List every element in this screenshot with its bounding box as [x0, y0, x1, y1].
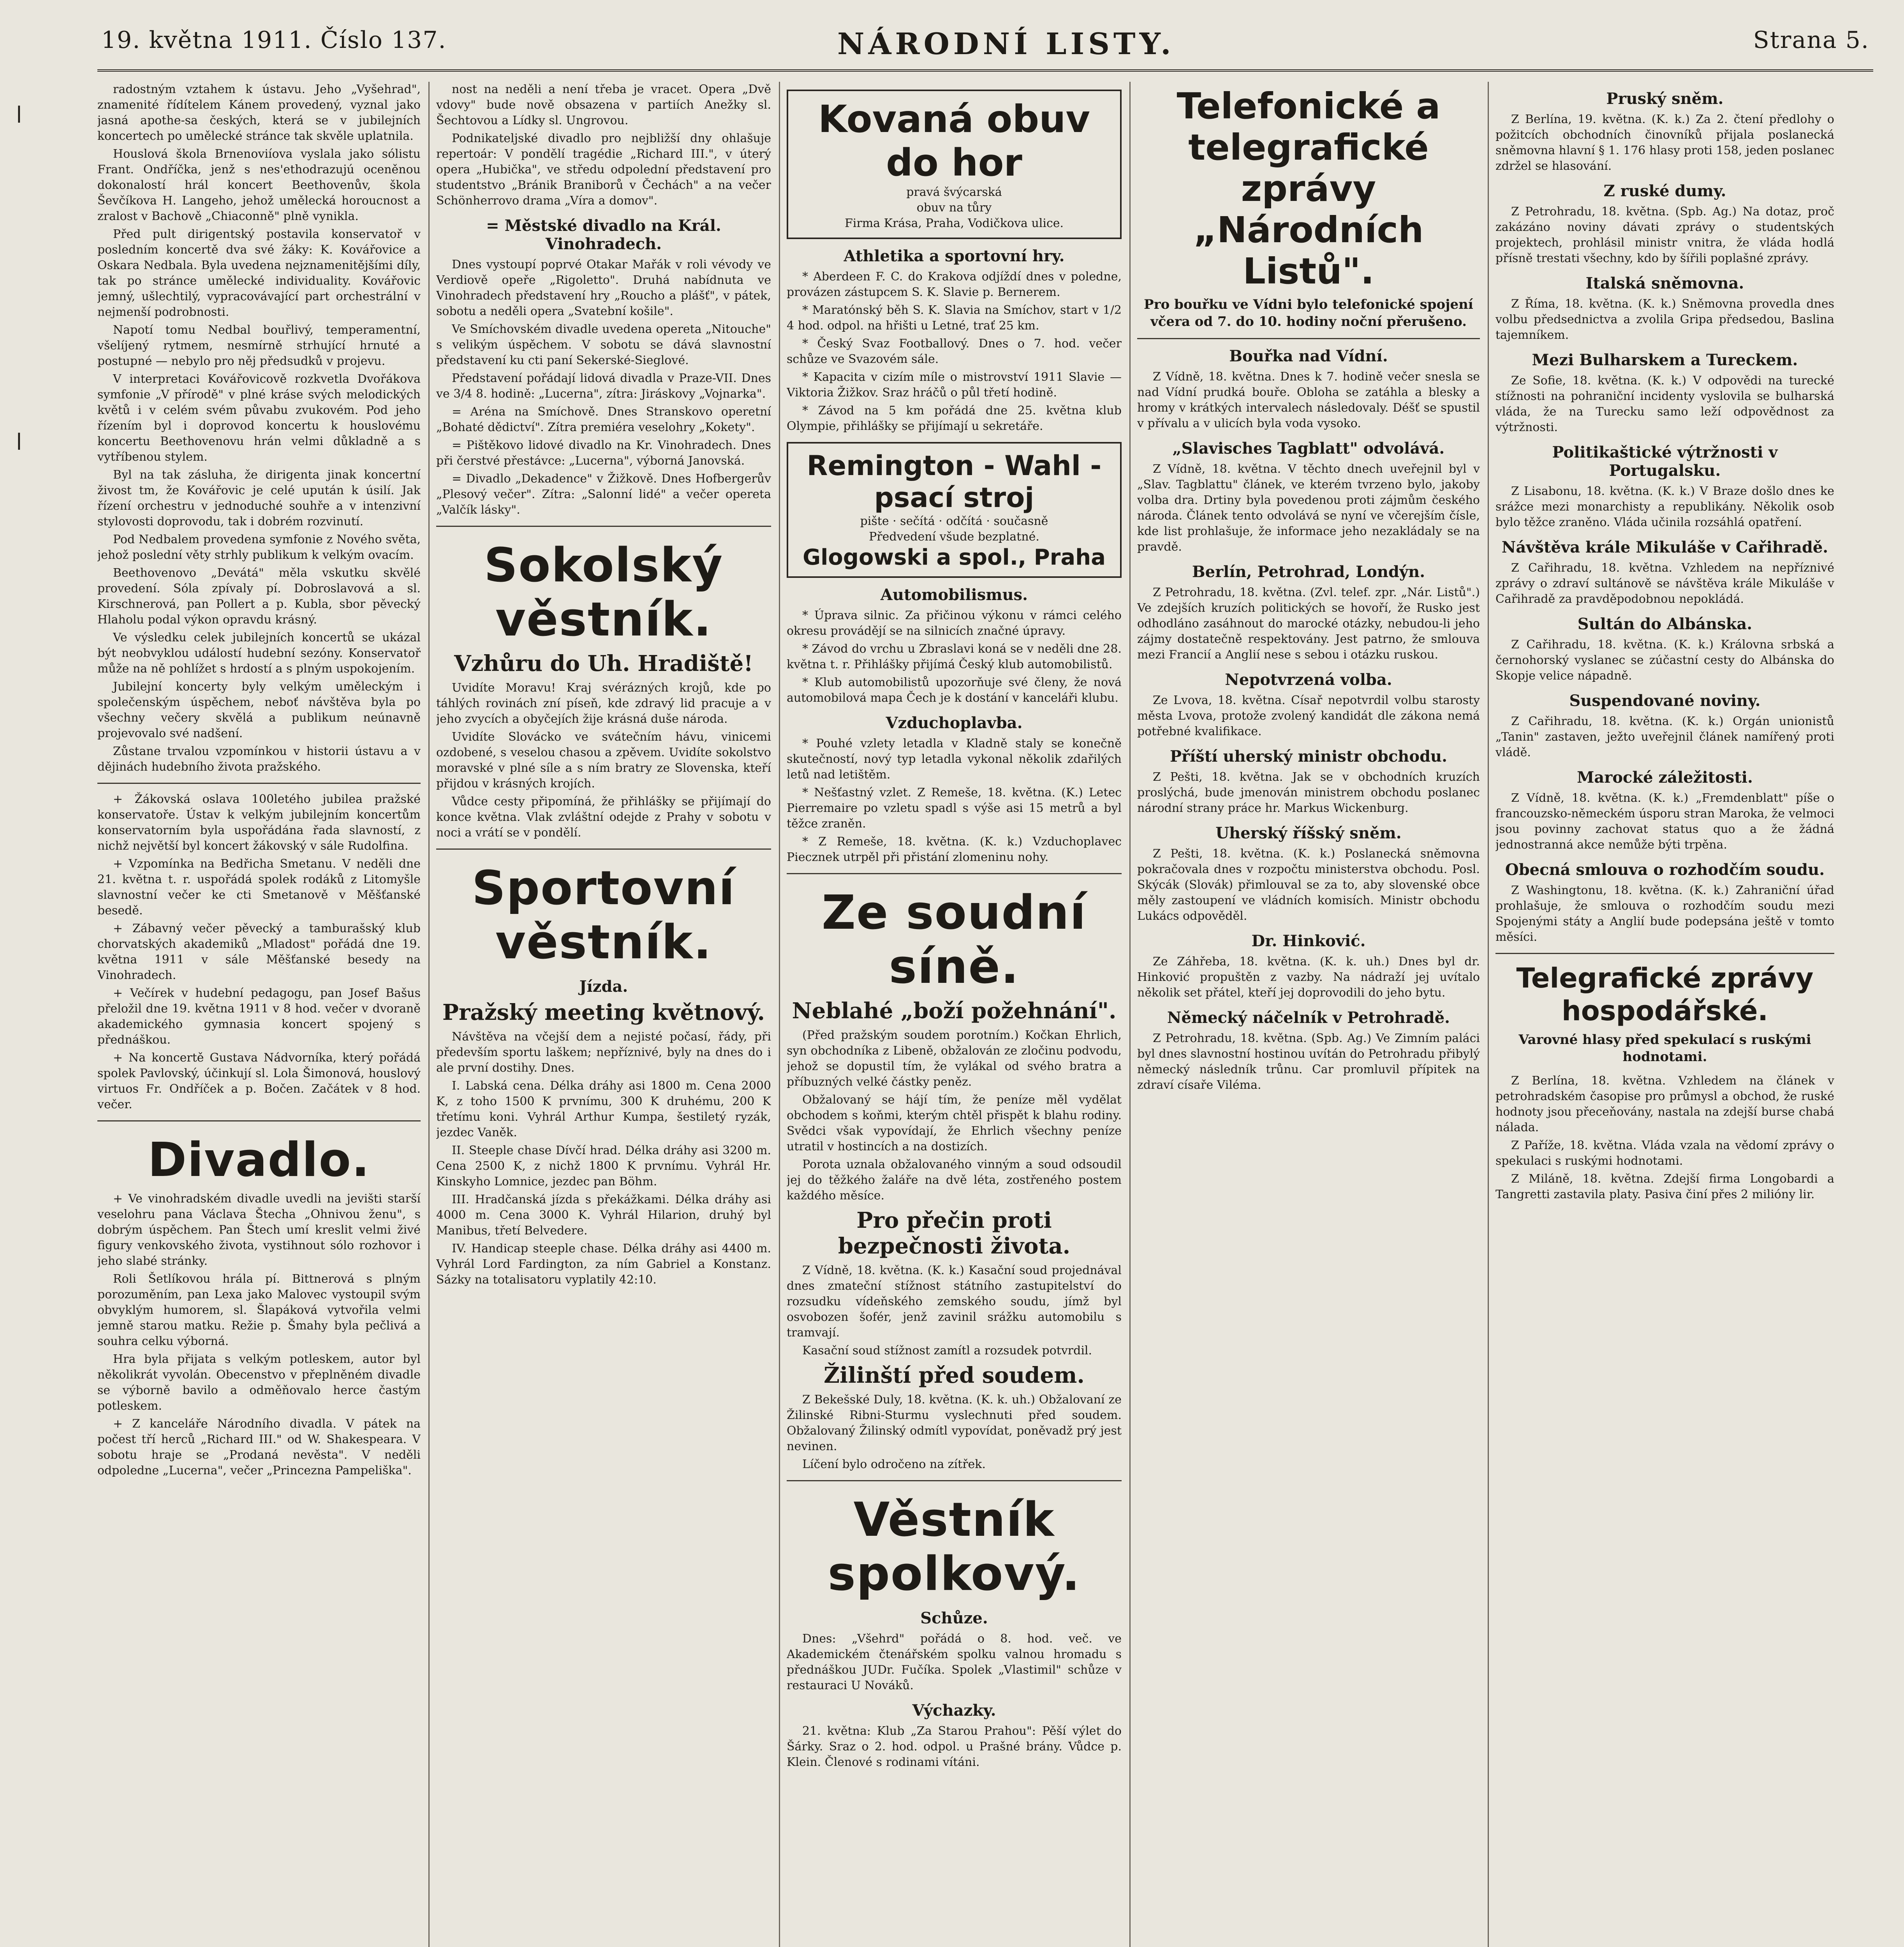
column-1 [97, 82, 421, 1947]
news-text: Z Cařihradu, 18. května. (K. k.) Orgán unionistů „Tanin" zastaven, ježto uveřejnil článek namířený proti vládě. [1495, 715, 1834, 759]
article-paragraph: * Z Remeše, 18. května. (K. k.) Vzduchoplavec Piecznek utrpěl při přistání zlomeninu nohy. [787, 835, 1122, 864]
article-paragraph: Představení pořádají lidová divadla v Praze-VII. Dnes ve 3/4 8. hodině: „Lucerna", zítra: Jiráskovy „Vojnarka". [436, 371, 771, 401]
news-heading: Návštěva krále Mikuláše v Cařihradě. [1501, 538, 1828, 556]
article-title: Vzhůru do Uh. Hradiště! [454, 651, 753, 676]
news-heading: Uherský říšský sněm. [1215, 824, 1402, 842]
news-text: Z Berlína, 19. května. (K. k.) Za 2. čtení předlohy o požitcích obchodních činovníků přijala poslanecká sněmovna hlavní § 1. 176 hlasy proti 158, jeden poslanec zdržel se hlasování. [1495, 113, 1834, 173]
column-5 [1495, 82, 1834, 1947]
article-paragraph: Houslová škola Brnenoviíova vyslala jako sólistu Frant. Ondříčka, jenž s nes'ethodrazujú oceněnou dokonalostí hrál koncert Beethovenův, škola Ševčíkova H. Langeho, jehož umělecká horoucnost a zralost v Bachově „Chiaconně" plně vynikla. [97, 147, 421, 223]
news-text: Z Petrohradu, 18. května. (Spb. Ag.) Ve Zimním paláci byl dnes slavnostní hostinou uvítán do Petrohradu přibylý německý následník trůnu. Car promluvil přípitek na zdraví císaře Viléma. [1137, 1032, 1480, 1092]
column-divider [779, 82, 780, 1947]
economic-section-title: Telegrafické zprávy hospodářské. [1516, 962, 1814, 1027]
news-text: Z Washingtonu, 18. května. (K. k.) Zahraniční úřad prohlašuje, že smlouva o rozhodčím soudu mezi Spojenými státy a Anglií bude podepsána ještě v tomto měsíci. [1495, 884, 1834, 944]
ad-text: pište · sečítá · odčítá · současně [860, 514, 1048, 528]
article-paragraph: Roli Šetlíkovou hrála pí. Bittnerová s plným porozuměním, pan Lexa jako Malovec vystoupil svým obvyklým humorem, sl. Šlapáková vytvořila velmi jemně starou matku. Režie p. Šmahy byla pečlivá a souhra celku výborná. [97, 1272, 421, 1348]
article-title: Neblahé „boží požehnání". [792, 998, 1117, 1024]
news-heading: Dr. Hinković. [1251, 932, 1366, 950]
news-heading: Suspendované noviny. [1569, 692, 1761, 710]
news-text: Z Vídně, 18. května. Dnes k 7. hodině večer snesla se nad Vídní prudká bouře. Obloha se zatáhla a blesky a hromy v krátkých intervalech následovaly. Déšť se spustil v přívalu a v ulicích byla voda vysoko. [1137, 370, 1480, 430]
divider [787, 873, 1122, 874]
margin-mark: ǀ [16, 101, 23, 129]
section-title-theatre: Divadlo. [148, 1133, 370, 1187]
news-heading: Bouřka nad Vídní. [1229, 347, 1388, 365]
article-paragraph: (Před pražským soudem porotním.) Kočkan Ehrlich, syn obchodníka z Libeně, obžalován ze zločinu podvodu, jehož se dopustil tím, že vylákal od svého bratra a příbuzných velké částky peněz. [787, 1028, 1122, 1089]
article-paragraph: IV. Handicap steeple chase. Délka dráhy asi 4400 m. Vyhrál Lord Fardington, za ním Gabriel a Konstanz. Sázky na totalisatoru vyplatily 42:10. [436, 1242, 771, 1287]
telegraph-section-title: Telefonické a telegrafické zprávy „Národních Listů". [1177, 85, 1441, 292]
article-paragraph: * Aberdeen F. C. do Krakova odjíždí dnes v poledne, provázen zástupcem S. K. Slavie p. Bernerem. [787, 270, 1122, 299]
article-paragraph: = Aréna na Smíchově. Dnes Stranskovo operetní „Bohaté dědictví". Zítra premiéra veselohry „Kokety". [436, 405, 771, 434]
article-paragraph: Dnes vystoupí poprvé Otakar Mařák v roli vévody ve Verdiově opeře „Rigoletto". Druhá nabídnuta ve Vinohradech představení hry „Roucho a plášť", v pátek, sobotu a neděli opera „Svatební košile". [436, 258, 771, 318]
issue-date: 19. května 1911. Číslo 137. [101, 26, 447, 54]
article-paragraph: Z Vídně, 18. května. (K. k.) Kasační soud projednával dnes zmateční stížnost státního zastupitelství do rozsudku vídeňského zemského soudu, jímž byl osvobozen šofér, jenž zavinil srážku automobilu s tramvají. [787, 1264, 1122, 1340]
news-heading: Sultán do Albánska. [1577, 615, 1753, 633]
masthead [97, 11, 1873, 72]
article-paragraph: nost na neděli a není třeba je vracet. Opera „Dvě vdovy" bude nově obsazena v partiích Anežky sl. Šechtovou a Lídky sl. Ungrovou. [436, 83, 771, 127]
article-paragraph: + Z kanceláře Národního divadla. V pátek na počest tří herců „Richard III." od W. Shakespeara. V sobotu hraje se „Prodaná nevěsta". V neděli odpoledne „Lucerna", večer „Princezna Pampeliška". [97, 1417, 421, 1477]
news-heading: Mezi Bulharskem a Tureckem. [1532, 351, 1798, 369]
article-paragraph: Ve Smíchovském divadle uvedena opereta „Nitouche" s velikým úspěchem. V sobotu se dává slavnostní představení ku cti paní Sekerské-Sieglové. [436, 322, 771, 367]
news-text: Z Petrohradu, 18. května. (Zvl. telef. zpr. „Nár. Listů".) Ve zdejších kruzích politických se hovoří, že Rusko jest odhodláno zasáhnout do marocké otázky, nebudou-li jeho zájmy dostatečně respektovány. Jest patrno, že smlouva mezi Francií a Anglií nese s sebou i otázku ruskou. [1137, 586, 1480, 662]
article-paragraph: * Závod do vrchu u Zbraslavi koná se v neděli dne 28. května t. r. Přihlášky přijímá Český klub automobilistů. [787, 642, 1122, 671]
news-heading: Italská sněmovna. [1585, 274, 1744, 292]
news-text: Z Miláně, 18. května. Zdejší firma Longobardi a Tangretti zastavila platy. Pasiva činí přes 2 milióny lir. [1495, 1172, 1834, 1201]
news-heading: Německý náčelník v Petrohradě. [1167, 1009, 1450, 1027]
subsection-heading: = Městské divadlo na Král. Vinohradech. [486, 217, 721, 253]
article-paragraph: Beethovenovo „Devátá" měla vskutku skvělé provedení. Sóla zpívaly pí. Dobroslavová a sl. Kirschnerová, pan Pollert a p. Kubla, sbor pěvecký Hlaholu podal výkon opravdu krásný. [97, 566, 421, 627]
article-paragraph: Ve výsledku celek jubilejních koncertů se ukázal být neobvyklou událostí hudební sezóny. Konservatoř může na ně pohlížet s hrdostí a s plným uspokojením. [97, 631, 421, 676]
article-paragraph: * Úprava silnic. Za přičinou výkonu v rámci celého okresu provádějí se na silnicích značné úpravy. [787, 609, 1122, 638]
article-paragraph: V interpretaci Kovářovicově rozkvetla Dvořákova symfonie „V přírodě" v plné kráse svých melodických květů i v celém svém půvabu zvukovém. Pod jeho řízením byl i doprovod koncertu k houslovému koncertu Beethovenovu hrán velmi důkladně a s vytříbenou stylem. [97, 372, 421, 464]
article-paragraph: = Divadlo „Dekadence" v Žižkově. Dnes Hofbergerův „Plesový večer". Zítra: „Salonní lidé" a večer opereta „Valčík lásky". [436, 472, 771, 517]
article-paragraph: * Český Svaz Footballový. Dnes o 7. hod. večer schůze ve Svazovém sále. [787, 337, 1122, 366]
column-divider [428, 82, 430, 1947]
news-note: + Žákovská oslava 100letého jubilea pražské konservatoře. Ústav k velkým jubilejním koncertům konservatorním byla uspořádána řada slavností, z nichž největší byl koncert žákovský v sále Rudolfina. [97, 792, 421, 853]
news-text: Ze Záhřeba, 18. května. (K. k. uh.) Dnes byl dr. Hinković propuštěn z vazby. Na nádraží jej uvítalo několik set přátel, kteří jej doprovodili do jeho bytu. [1137, 955, 1480, 1000]
article-paragraph: Líčení bylo odročeno na zítřek. [802, 1458, 986, 1471]
news-heading: Politikaštické výtržnosti v Portugalsku. [1552, 443, 1778, 480]
article-paragraph: 21. května: Klub „Za Starou Prahou": Pěší výlet do Šárky. Sraz o 2. hod. odpol. u Prašné brány. Vůdce p. Klein. Členové s rodinami vítáni. [787, 1724, 1122, 1769]
ad-text: Předvedení všude bezplatné. [869, 530, 1039, 544]
article-paragraph: Porota uznala obžalovaného vinným a soud odsoudil jej do těžkého žaláře na dvě léta, zostřeného postem každého měsíce. [787, 1158, 1122, 1202]
paper-title: NÁRODNÍ LISTY. [837, 26, 1175, 61]
news-text: Z Paříže, 18. května. Vláda vzala na vědomí zprávy o spekulaci s ruskými hodnotami. [1495, 1139, 1834, 1168]
news-heading: „Slavisches Tagblatt" odvolává. [1172, 439, 1445, 458]
article-paragraph: Dnes: „Všehrd" pořádá o 8. hod. več. ve Akademickém čtenářském spolku valnou hromadu s přednáškou JUDr. Fučíka. Spolek „Vlastimil" schůze v restauraci U Nováků. [787, 1632, 1122, 1692]
column-divider [1129, 82, 1131, 1947]
divider [436, 526, 771, 527]
news-heading: Obecná smlouva o rozhodčím soudu. [1505, 861, 1825, 879]
news-text: Z Pešti, 18. května. Jak se v obchodních kruzích proslýchá, bude jmenován ministrem obchodu poslanec národní strany práce hr. Markus Wickenburg. [1137, 770, 1480, 815]
divider [436, 849, 771, 850]
ad-headline: Remington - Wahl - psací stroj [807, 450, 1102, 514]
divider [97, 783, 421, 784]
news-note: + Večírek v hudební pedagogu, pan Josef Bašus přeložil dne 19. května 1911 v 8 hod. večer v dvoraně akademického gymnasia koncert spojený s přednáškou. [97, 986, 421, 1047]
column-3 [787, 82, 1122, 1947]
news-note: + Zábavný večer pěvecký a tamburašský klub chorvatských akademiků „Mladost" pořádá dne 19. května 1911 v sále Měšťanské besedy na Vinohradech. [97, 922, 421, 982]
article-paragraph: Podnikateljské divadlo pro nejbližší dny ohlašuje repertoár: V pondělí tragédie „Richard III.", v úterý opera „Hubička", ve středu odpolední představení pro studentstvo „Bránik Braniborů v Čechách" a na večer Schönherrovo drama „Víra a domov". [436, 132, 771, 208]
divider [1495, 953, 1834, 954]
news-text: Z Vídně, 18. května. (K. k.) „Fremdenblatt" píše o francouzsko-německém úsporu stran Maroka, že velmoci jsou povinny zachovat status quo a že žádná jednostranná akce nemůže býti trpěna. [1495, 791, 1834, 852]
news-text: Ze Sofie, 18. května. (K. k.) V odpovědi na turecké stížnosti na pohraniční incidenty vyslovila se bulharská vláda, že na Turecku samo leží odpovědnost za výtržnosti. [1495, 374, 1834, 434]
divider [1137, 338, 1480, 339]
article-paragraph: + Ve vinohradském divadle uvedli na jevišti starší veselohru pana Václava Štecha „Ohnivou ženu", s dobrým úspěchem. Pan Štech umí kreslit velmi živé figury venkovského života, vystihnout sólo rozhovor i jeho slabé stránky. [97, 1192, 421, 1268]
article-paragraph: Uvidíte Moravu! Kraj svérázných krojů, kde po táhlých rovinách zní píseň, kde zdravý lid pracuje a v jeho zvycích a obyčejích žije krásná duše národa. [436, 681, 771, 726]
news-note: + Na koncertě Gustava Nádvorníka, který pořádá spolek Pavlovský, účinkují sl. Lola Šimonová, houslový virtuos Fr. Ondříček a p. Bočen. Začátek v 8 hod. večer. [97, 1051, 421, 1111]
news-heading: Marocké záležitosti. [1577, 768, 1753, 787]
article-paragraph: * Závod na 5 km pořádá dne 25. května klub Olympie, přihlášky se přijímají u sekretáře. [787, 404, 1122, 433]
news-text: Z Berlína, 18. května. Vzhledem na článek v petrohradském časopise pro průmysl a obchod, že ruské hodnoty jsou přeceňovány, nastala na zdejší burse chabá nálada. [1495, 1074, 1834, 1134]
advertisement-shoes [787, 90, 1122, 239]
article-paragraph: Vůdce cesty připomíná, že přihlášky se přijímají do konce května. Vlak zvláštní odejde z Prahy v sobotu v noci a vrátí se v pondělí. [436, 795, 771, 840]
column-4 [1137, 82, 1480, 1947]
ad-headline: Kovaná obuv do hor [818, 97, 1090, 185]
article-paragraph: radostným vztahem k ústavu. Jeho „Vyšehrad", znamenité řídítelem Kánem provedený, vyznal jako jasná apothe-sa českých, která se v jubilejních koncertech po umělecké stránce tak skvěle uplatnila. [97, 83, 421, 143]
subsection-heading: Automobilismus. [880, 586, 1028, 604]
section-title-sport: Sportovní věstník. [472, 861, 736, 970]
divider [97, 1120, 421, 1121]
article-paragraph: * Nešťastný vzlet. Z Remeše, 18. května. (K.) Letec Pierremaire po vzletu spadl s výše asi 15 metrů a byl těžce zraněn. [787, 786, 1122, 831]
column-divider [1488, 82, 1489, 1947]
news-text: Z Vídně, 18. května. V těchto dnech uveřejnil byl v „Slav. Tagblattu" článek, ve kterém tvrzeno bylo, jakoby volba dra. Drtiny byla povedenou proti zájmům českého národa. Článek tento odvolává se nyní ve včerejším čísle, kde list prohlašuje, že informace jeho nezakládaly se na pravdě. [1137, 462, 1480, 554]
article-paragraph: Z Bekešské Duly, 18. května. (K. k. uh.) Obžalovaní ze Žilinské Ribni-Sturmu vyslechnuti před soudem. Obžalovaný Žilinský odmítl vypovídat, poněvadž prý jest nevinen. [787, 1393, 1122, 1453]
article-paragraph: Návštěva na včejší dem a nejisté počasí, řády, při především sportu laškem; nepříznivé, byly na dnes do i ale první dostihy. Dnes. [436, 1030, 771, 1075]
article-paragraph: Obžalovaný se hájí tím, že peníze měl vydělat obchodem s koňmi, kterým chtěl přispět k blahu rodiny. Svědci však vypovídají, že Ehrlich všechny peníze utratil v hostincích a na dostizích. [787, 1093, 1122, 1153]
news-text: Z Říma, 18. května. (K. k.) Sněmovna provedla dnes volbu předsednictva a zvolila Gripa předsedou, Baslina tajemníkem. [1495, 297, 1834, 342]
article-paragraph: I. Labská cena. Délka dráhy asi 1800 m. Cena 2000 K, z toho 1500 K prvnímu, 300 K druhému, 200 K třetímu koni. Vyhrál Arthur Kumpa, šestiletý ryzák, jezdec Vaněk. [436, 1079, 771, 1139]
section-title-sokol: Sokolský věstník. [484, 539, 724, 647]
divider [787, 1480, 1122, 1481]
article-paragraph: II. Steeple chase Dívčí hrad. Délka dráhy asi 3200 m. Cena 2500 K, z nichž 1800 K prvnímu. Vyhrál Hr. Kinskyho Lomnice, jezdec pan Böhm. [436, 1144, 771, 1188]
ad-text: pravá švýcarská [906, 185, 1002, 199]
news-heading: Pruský sněm. [1606, 90, 1724, 108]
article-paragraph: Hra byla přijata s velkým potleskem, autor byl několikrát vyvolán. Obecenstvo v přeplněném divadle se výborně bavilo a odměňovalo herce častým potleskem. [97, 1352, 421, 1413]
news-heading: Z ruské dumy. [1603, 182, 1726, 200]
article-paragraph: Kasační soud stížnost zamítl a rozsudek potvrdil. [802, 1344, 1092, 1357]
subsection-heading: Výchazky. [912, 1701, 996, 1720]
ad-text: Firma Krása, Praha, Vodičkova ulice. [844, 217, 1064, 230]
article-paragraph: * Pouhé vzlety letadla v Kladně staly se konečně skutečností, nový typ letadla vykonal několik zdařilých letů nad letištěm. [787, 737, 1122, 782]
article-paragraph: * Klub automobilistů upozorňuje své členy, že nová automobilová mapa Čech je k dostání v kanceláři klubu. [787, 676, 1122, 705]
article-paragraph: Napotí tomu Nedbal bouřlivý, temperamentní, všelíjený rytmem, nesmírně strhující hrnuté a postupné — nebylo pro něj předsudků v projevu. [97, 323, 421, 368]
article-paragraph: = Pištěkovo lidové divadlo na Kr. Vinohradech. Dnes při čerstvé přestávce: „Lucerna", výborná Janovská. [436, 438, 771, 468]
news-text: Z Lisabonu, 18. května. (K. k.) V Braze došlo dnes ke srážce mezi monarchisty a republikány. Několik osob bylo těžce zraněno. Vláda učinila rozsáhlá opatření. [1495, 484, 1834, 529]
article-paragraph: Před pult dirigentský postavila konservatoř v posledním koncertě dva své žáky: K. Kovářovice a Oskara Nedbala. Byla uvedena nejznamenitějšími díly, tak po stránce umělecké individuality. Kovářovic jemný, ušlechtilý, vypracovávající part orchestrální v nejmenší podrobnosti. [97, 227, 421, 319]
ad-text: Glogowski a spol., Praha [803, 545, 1106, 570]
advertisement-remington [787, 442, 1122, 578]
subsection-heading: Jízda. [579, 977, 628, 996]
news-heading: Nepotvrzená volba. [1225, 671, 1392, 689]
news-heading: Berlín, Petrohrad, Londýn. [1192, 563, 1425, 581]
economic-note: Varovné hlasy před spekulací s ruskými hodnotami. [1518, 1032, 1811, 1065]
article-title: Pražský meeting květnový. [442, 1000, 765, 1025]
article-paragraph: Jubilejní koncerty byly velkým uměleckým i společenským úspěchem, neboť návštěva byla po všechny večery skvělá a publikum neúnavně projevovalo své nadšení. [97, 680, 421, 740]
article-title: Pro přečin proti bezpečnosti života. [838, 1208, 1071, 1259]
article-paragraph: Pod Nedbalem provedena symfonie z Nového světa, jehož poslední věty strhly publikum k velkým ovacím. [97, 533, 421, 562]
article-paragraph: Zůstane trvalou vzpomínkou v historii ústavu a v dějinách hudebního života pražského. [97, 745, 421, 774]
article-paragraph: * Maratónský běh S. K. Slavia na Smíchov, start v 1/2 4 hod. odpol. na hřišti u Letné, trať 25 km. [787, 303, 1122, 333]
news-text: Z Petrohradu, 18. května. (Spb. Ag.) Na dotaz, proč zakázáno noviny dávati zprávy o studentských projektech, prohlásil ministr vnitra, že vláda hodlá přísně trestati všechny, kdo by šířili poplašné zprávy. [1495, 205, 1834, 265]
margin-mark: ǀ [16, 428, 23, 456]
section-title-court: Ze soudní síně. [822, 886, 1087, 994]
news-text: Ze Lvova, 18. května. Císař nepotvrdil volbu starosty města Lvova, protože zvolený kandidát dle zákona nemá potřebné kvalifikace. [1137, 694, 1480, 738]
subsection-heading: Athletika a sportovní hry. [844, 247, 1065, 265]
column-2 [436, 82, 771, 1947]
article-paragraph: Byl na tak zásluha, že dirigenta jinak koncertní živost tm, že Kovářovic je celé upután k úsilí. Jak řízení orchestru v jednoduché souhře a v intenzivní stylovosti doprovodu, tak i dobrém rozvinutí. [97, 468, 421, 528]
subsection-heading: Vzduchoplavba. [886, 714, 1023, 732]
article-paragraph: III. Hradčanská jízda s překážkami. Délka dráhy asi 4000 m. Cena 3000 K. Vyhrál Hilarion, druhý byl Manibus, třetí Belvedere. [436, 1193, 771, 1238]
page-number: Strana 5. [1753, 26, 1869, 54]
telegraph-notice: Pro bouřku ve Vídni bylo telefonické spojení včera od 7. do 10. hodiny noční přerušeno. [1144, 297, 1473, 329]
news-note: + Vzpomínka na Bedřicha Smetanu. V neděli dne 21. května t. r. uspořádá spolek rodáků z Litomyšle slavnostní večer ke cti Smetanově v Měšťanské besedě. [97, 857, 421, 917]
article-paragraph: * Kapacita v cizím míle o mistrovství 1911 Slavie — Viktoria Žižkov. Sraz hráčů o půl třetí hodině. [787, 370, 1122, 400]
article-paragraph: Uvidíte Slovácko ve svátečním hávu, vinicemi ozdobené, s veselou chasou a zpěvem. Uvidíte sokolstvo moravské v plné síle a s ním bratry ze Slovenska, kteří přijdou v krásných krojích. [436, 730, 771, 790]
news-heading: Příští uherský ministr obchodu. [1170, 747, 1448, 766]
article-title: Žilinští před soudem. [824, 1363, 1085, 1388]
news-text: Z Cařihradu, 18. května. (K. k.) Královna srbská a černohorský vyslanec se zúčastní cesty do Albánska do Skopje velice nápadně. [1495, 638, 1834, 683]
section-title-clubs: Věstník spolkový. [828, 1493, 1081, 1601]
news-text: Z Cařihradu, 18. května. Vzhledem na nepříznivé zprávy o zdraví sultánově se návštěva krále Mikuláše v Cařihradě za pravděpodobnou nepokládá. [1495, 561, 1834, 606]
ad-text: obuv na tůry [916, 201, 992, 215]
news-text: Z Pešti, 18. května. (K. k.) Poslanecká sněmovna pokračovala dnes v rozpočtu ministerstva obchodu. Posl. Skýcák (Slovák) přimlouval se za to, aby slovenské obce měly zastoupení ve vládních komisích. Ministr obchodu Lukács odpověděl. [1137, 847, 1480, 923]
subsection-heading: Schůze. [920, 1609, 988, 1627]
